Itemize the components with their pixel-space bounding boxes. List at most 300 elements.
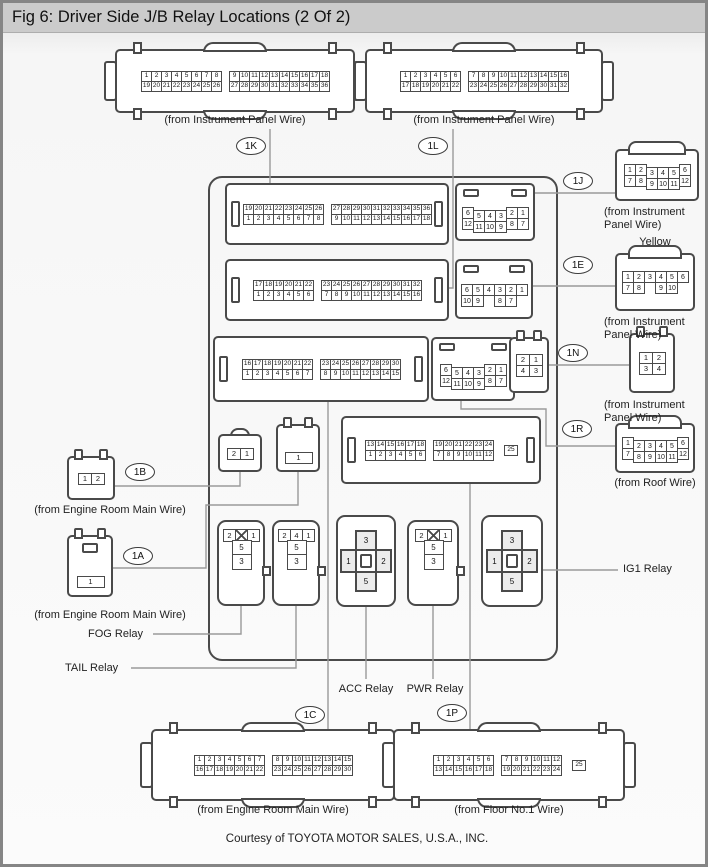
pin-cell: 9 bbox=[488, 71, 499, 82]
connector-detail bbox=[433, 755, 493, 765]
connector-detail bbox=[462, 207, 528, 229]
connector-detail bbox=[243, 204, 323, 224]
connector-detail bbox=[526, 437, 535, 463]
connector-1j-external bbox=[615, 149, 699, 201]
connector-detail bbox=[229, 81, 329, 91]
connector-detail bbox=[133, 42, 142, 54]
pin-cell: 12 bbox=[360, 369, 371, 380]
pin-cell: 1 bbox=[486, 549, 503, 573]
pin-cell: 1 bbox=[194, 755, 205, 766]
connector-detail bbox=[78, 473, 104, 484]
figure-title-bar bbox=[3, 3, 705, 33]
connector-detail bbox=[285, 452, 312, 463]
tail-relay-label: TAIL Relay bbox=[65, 662, 119, 674]
pin-cell: 5 bbox=[282, 369, 293, 380]
pin-cell: 7 bbox=[622, 448, 634, 460]
connector-detail bbox=[219, 356, 228, 382]
pin-cell: 25 bbox=[488, 81, 499, 92]
pin-cell: 10 bbox=[498, 71, 509, 82]
connector-1l-external bbox=[365, 49, 603, 113]
pin-cell: 21 bbox=[244, 765, 255, 776]
pin-cell: 2 bbox=[516, 354, 530, 366]
pin-cell: 4 bbox=[484, 210, 496, 222]
pin-cell: 31 bbox=[371, 204, 382, 215]
connector-detail bbox=[516, 365, 542, 376]
pin-cell: 21 bbox=[263, 204, 274, 215]
pin-cell: 3 bbox=[424, 554, 444, 570]
pin-cell: 11 bbox=[508, 71, 519, 82]
pin-cell: 16 bbox=[395, 440, 406, 451]
connector-detail bbox=[433, 755, 585, 775]
pin-cell: 4 bbox=[395, 450, 406, 461]
pin-cell: 5 bbox=[666, 440, 678, 452]
pin-cell: 18 bbox=[319, 71, 330, 82]
pin-cell: 12 bbox=[677, 448, 689, 460]
pin-cell: 5 bbox=[666, 271, 678, 283]
connector-detail bbox=[340, 530, 392, 592]
pin-cell: 3 bbox=[644, 440, 656, 452]
connector-detail bbox=[400, 71, 568, 91]
connector-detail bbox=[511, 189, 527, 197]
pin-cell: 24 bbox=[483, 440, 494, 451]
pin-cell: 3 bbox=[161, 71, 172, 82]
pin-cell: 10 bbox=[531, 755, 542, 766]
connector-detail bbox=[82, 543, 98, 553]
connector-detail bbox=[433, 440, 493, 460]
pin-cell: 12 bbox=[518, 71, 529, 82]
pin-cell: 6 bbox=[677, 271, 689, 283]
pin-cell: 32 bbox=[411, 280, 422, 291]
pin-cell: 14 bbox=[381, 214, 392, 225]
pin-cell: 3 bbox=[232, 554, 252, 570]
pin-cell: 27 bbox=[229, 81, 240, 92]
pin-cell: 2 bbox=[375, 549, 392, 573]
connector-1n-internal bbox=[509, 337, 549, 393]
connector-detail bbox=[516, 354, 542, 365]
pin-cell: 5 bbox=[283, 214, 294, 225]
pin-cell: 2 bbox=[223, 529, 236, 542]
connector-detail bbox=[414, 356, 423, 382]
pin-cell: 2 bbox=[635, 164, 647, 176]
pin-cell: 32 bbox=[279, 81, 290, 92]
connector-detail bbox=[533, 330, 542, 341]
connector-1p-external bbox=[393, 729, 625, 801]
pin-cell: 10 bbox=[463, 450, 474, 461]
connector-detail bbox=[253, 280, 421, 300]
pin-cell: 10 bbox=[657, 178, 669, 190]
pin-cell: 4 bbox=[516, 365, 530, 377]
connector-detail bbox=[509, 265, 525, 273]
pin-cell: 17 bbox=[309, 71, 320, 82]
pin-cell: 4 bbox=[290, 529, 303, 542]
figure-title: Fig 6: Driver Side J/B Relay Locations (2 Of 2) bbox=[12, 8, 351, 26]
pin-cell: 10 bbox=[484, 221, 496, 233]
pin-cell: 2 bbox=[633, 440, 645, 452]
pin-cell: 15 bbox=[548, 71, 559, 82]
pin-cell: 24 bbox=[330, 359, 341, 370]
connector-detail bbox=[365, 440, 517, 460]
pin-cell: 16 bbox=[299, 71, 310, 82]
pin-cell: 27 bbox=[312, 765, 323, 776]
pin-cell: 7 bbox=[303, 214, 314, 225]
pin-cell: 19 bbox=[501, 765, 512, 776]
connector-detail bbox=[365, 440, 425, 460]
callout-1b: 1B bbox=[125, 463, 155, 481]
pin-cell: 5 bbox=[472, 284, 484, 296]
pin-cell: 13 bbox=[322, 755, 333, 766]
pin-cell: 10 bbox=[341, 214, 352, 225]
connector-detail bbox=[283, 417, 292, 428]
connector-detail bbox=[576, 42, 585, 54]
caption-1a-external: (from Engine Room Main Wire) bbox=[34, 609, 186, 621]
connector-detail bbox=[229, 71, 329, 91]
connector-detail bbox=[242, 359, 312, 369]
connector-1e-external bbox=[615, 253, 695, 311]
pin-cell: 20 bbox=[151, 81, 162, 92]
pin-cell: 12 bbox=[679, 175, 691, 187]
connector-1l-internal bbox=[225, 259, 449, 321]
pin-cell: 2 bbox=[521, 549, 538, 573]
pin-cell: 6 bbox=[292, 369, 303, 380]
pin-cell: 1 bbox=[240, 448, 254, 460]
connector-1e-internal bbox=[455, 259, 533, 319]
pin-cell: 8 bbox=[211, 71, 222, 82]
pin-cell: 7 bbox=[302, 369, 313, 380]
pin-cell: 25 bbox=[201, 81, 212, 92]
pin-cell: 4 bbox=[655, 440, 667, 452]
pin-cell: 3 bbox=[644, 271, 656, 283]
connector-detail bbox=[194, 755, 264, 765]
connector-detail bbox=[78, 473, 104, 484]
pin-cell: 12 bbox=[259, 71, 270, 82]
connector-detail bbox=[433, 450, 493, 460]
pin-cell: 1 bbox=[242, 369, 253, 380]
pin-cell: 8 bbox=[506, 218, 518, 230]
pin-cell: 6 bbox=[461, 284, 473, 296]
connector-detail bbox=[227, 448, 253, 459]
pin-cell: 20 bbox=[430, 81, 441, 92]
pin-cell: 26 bbox=[351, 280, 362, 291]
pin-cell: 4 bbox=[652, 363, 666, 375]
connector-detail bbox=[598, 722, 607, 734]
pin-cell: 2 bbox=[375, 450, 386, 461]
connector-detail bbox=[243, 214, 323, 224]
pin-cell: 9 bbox=[655, 282, 667, 294]
connector-detail bbox=[516, 354, 542, 376]
pin-cell: 28 bbox=[239, 81, 250, 92]
pin-cell: 4 bbox=[224, 755, 235, 766]
connector-1p-internal bbox=[341, 416, 541, 484]
pin-cell: 4 bbox=[430, 71, 441, 82]
connector-detail bbox=[230, 428, 250, 436]
pin-cell: 21 bbox=[293, 280, 304, 291]
connector-detail bbox=[486, 530, 538, 592]
connector-detail bbox=[77, 576, 104, 587]
connector-detail bbox=[328, 42, 337, 54]
pin-cell: 33 bbox=[391, 204, 402, 215]
pin-cell: 29 bbox=[528, 81, 539, 92]
pin-cell: 10 bbox=[462, 378, 474, 390]
pin-cell: 13 bbox=[433, 765, 444, 776]
connector-detail bbox=[434, 277, 443, 303]
pin-cell: 8 bbox=[511, 755, 522, 766]
connector-detail bbox=[194, 755, 352, 775]
pin-cell: 8 bbox=[633, 282, 645, 294]
pin-cell: 2 bbox=[91, 473, 105, 485]
connector-detail bbox=[622, 282, 688, 293]
connector-1r-external bbox=[615, 423, 695, 473]
connector-detail bbox=[501, 765, 561, 775]
pin-cell: 15 bbox=[401, 290, 412, 301]
pin-cell: 20 bbox=[253, 204, 264, 215]
pin-cell: 34 bbox=[299, 81, 310, 92]
connector-detail bbox=[272, 765, 352, 775]
connector-detail bbox=[440, 364, 506, 375]
connector-detail bbox=[321, 280, 421, 290]
pin-cell: 2 bbox=[278, 529, 291, 542]
pin-cell: 6 bbox=[191, 71, 202, 82]
pin-cell: 16 bbox=[401, 214, 412, 225]
connector-detail bbox=[74, 528, 83, 539]
pin-cell: 17 bbox=[411, 214, 422, 225]
connector-detail bbox=[601, 61, 614, 102]
pin-cell: 1 bbox=[433, 755, 444, 766]
pin-cell: 16 bbox=[242, 359, 253, 370]
pin-cell: 16 bbox=[463, 765, 474, 776]
caption-1j-external: (from Instrument Panel Wire) bbox=[604, 206, 685, 231]
pin-cell: 25 bbox=[303, 204, 314, 215]
pin-cell: 12 bbox=[312, 755, 323, 766]
pin-cell: 22 bbox=[302, 359, 313, 370]
pin-cell: 20 bbox=[283, 280, 294, 291]
tail-relay bbox=[272, 520, 320, 606]
pin-cell: 11 bbox=[473, 450, 484, 461]
connector-detail bbox=[462, 207, 528, 229]
connector-detail bbox=[439, 343, 455, 351]
connector-detail bbox=[227, 448, 253, 459]
connector-detail bbox=[320, 369, 400, 379]
caption-1e-external: (from Instrument Panel Wire) bbox=[604, 316, 685, 341]
pin-cell: 10 bbox=[351, 290, 362, 301]
connector-detail bbox=[501, 755, 561, 775]
caption-1c-external: (from Engine Room Main Wire) bbox=[197, 804, 349, 816]
pin-cell: 29 bbox=[249, 81, 260, 92]
connector-detail bbox=[99, 449, 108, 460]
pin-cell: 9 bbox=[453, 450, 464, 461]
connector-detail bbox=[365, 440, 425, 450]
pin-cell: 22 bbox=[463, 440, 474, 451]
connector-detail bbox=[639, 352, 665, 374]
pwr-relay-label: PWR Relay bbox=[406, 683, 464, 695]
pin-cell: 1 bbox=[285, 452, 313, 464]
pin-cell: 1 bbox=[340, 549, 357, 573]
pin-cell: 29 bbox=[332, 765, 343, 776]
pin-cell: 24 bbox=[331, 280, 342, 291]
pin-cell: 11 bbox=[302, 755, 313, 766]
pin-cell: 25 bbox=[341, 280, 352, 291]
connector-detail bbox=[304, 417, 313, 428]
pin-cell: 17 bbox=[252, 359, 263, 370]
connector-detail bbox=[461, 284, 527, 295]
pin-cell: 9 bbox=[331, 214, 342, 225]
connector-detail bbox=[628, 141, 686, 155]
connector-detail bbox=[242, 359, 312, 379]
connector-detail bbox=[623, 742, 636, 788]
pin-cell: 25 bbox=[340, 359, 351, 370]
pin-cell: 1 bbox=[365, 450, 376, 461]
connector-detail bbox=[321, 290, 421, 300]
connector-detail bbox=[411, 722, 420, 734]
connector-detail bbox=[285, 452, 312, 463]
pin-cell: 30 bbox=[538, 81, 549, 92]
pin-cell: 28 bbox=[322, 765, 333, 776]
pin-cell: 8 bbox=[635, 175, 647, 187]
connector-detail bbox=[400, 81, 460, 91]
connector-detail bbox=[624, 164, 690, 175]
pin-cell: 6 bbox=[303, 290, 314, 301]
relay-center-key bbox=[506, 554, 518, 568]
pin-cell: 1 bbox=[517, 207, 529, 219]
pin-cell: 8 bbox=[313, 214, 324, 225]
pin-cell: 12 bbox=[371, 290, 382, 301]
pin-cell: 2 bbox=[253, 214, 264, 225]
pin-cell: 27 bbox=[360, 359, 371, 370]
pin-cell: 9 bbox=[472, 295, 484, 307]
pin-cell: 30 bbox=[259, 81, 270, 92]
pin-cell: 31 bbox=[269, 81, 280, 92]
connector-1a-internal bbox=[276, 424, 320, 472]
pin-cell: 24 bbox=[282, 765, 293, 776]
connector-detail bbox=[400, 71, 460, 91]
pin-cell: 17 bbox=[405, 440, 416, 451]
pin-cell: 1 bbox=[78, 473, 92, 485]
pin-cell: 9 bbox=[473, 378, 485, 390]
connector-detail bbox=[477, 722, 541, 732]
relay-side-tab bbox=[456, 566, 465, 576]
pin-cell: 4 bbox=[655, 271, 667, 283]
pin-cell: 5 bbox=[451, 367, 463, 379]
pin-cell: 1 bbox=[141, 71, 152, 82]
connector-detail bbox=[622, 271, 688, 293]
pin-cell: 18 bbox=[483, 765, 494, 776]
pin-cell: 18 bbox=[410, 81, 421, 92]
pin-cell: 7 bbox=[517, 218, 529, 230]
pin-cell: 27 bbox=[361, 280, 372, 291]
pin-cell: 25 bbox=[504, 445, 518, 456]
pin-cell: 9 bbox=[282, 755, 293, 766]
pin-cell: 11 bbox=[350, 369, 361, 380]
connector-detail bbox=[501, 755, 561, 765]
pin-cell: 7 bbox=[624, 175, 636, 187]
connector-detail bbox=[354, 61, 367, 102]
pin-cell: 1 bbox=[529, 354, 543, 366]
pin-cell: 5 bbox=[424, 540, 444, 556]
pin-cell: 23 bbox=[320, 359, 331, 370]
pin-cell: 34 bbox=[401, 204, 412, 215]
connector-detail bbox=[231, 201, 240, 227]
ig1-relay-label: IG1 Relay bbox=[623, 563, 672, 575]
connector-detail bbox=[639, 352, 665, 374]
connector-detail bbox=[462, 207, 528, 218]
pin-cell: 5 bbox=[473, 755, 484, 766]
connector-detail bbox=[463, 265, 479, 273]
pin-cell: 1 bbox=[253, 290, 264, 301]
pin-cell: 5 bbox=[440, 71, 451, 82]
relay-side-tab bbox=[317, 566, 326, 576]
pin-cell: 1 bbox=[622, 271, 634, 283]
connector-detail bbox=[622, 437, 688, 448]
caption-1l-external: (from Instrument Panel Wire) bbox=[413, 114, 555, 126]
pin-cell: 1 bbox=[639, 352, 653, 364]
pin-cell: 7 bbox=[254, 755, 265, 766]
pin-cell: 9 bbox=[495, 221, 507, 233]
pin-cell: 8 bbox=[633, 451, 645, 463]
pin-cell: 23 bbox=[473, 440, 484, 451]
pin-cell: 30 bbox=[390, 359, 401, 370]
pin-cell: 3 bbox=[214, 755, 225, 766]
pin-cell: 28 bbox=[370, 359, 381, 370]
connector-detail bbox=[321, 280, 421, 300]
connector-detail bbox=[434, 201, 443, 227]
pin-cell: 4 bbox=[657, 167, 669, 179]
connector-color-label: Yellow bbox=[639, 236, 671, 248]
callout-1l: 1L bbox=[418, 137, 448, 155]
pin-cell: 11 bbox=[451, 378, 463, 390]
pin-cell: 22 bbox=[303, 280, 314, 291]
pin-cell: 6 bbox=[450, 71, 461, 82]
connector-detail bbox=[491, 343, 507, 351]
pin-cell: 1 bbox=[77, 576, 105, 588]
connector-detail bbox=[461, 284, 527, 306]
pin-cell: 15 bbox=[390, 369, 401, 380]
pin-cell: 11 bbox=[361, 290, 372, 301]
pin-cell: 3 bbox=[262, 369, 273, 380]
pin-cell: 3 bbox=[385, 450, 396, 461]
pin-cell: 14 bbox=[279, 71, 290, 82]
pin-cell: 5 bbox=[668, 167, 680, 179]
pin-cell: 14 bbox=[332, 755, 343, 766]
pin-cell: 30 bbox=[391, 280, 402, 291]
pin-cell: 4 bbox=[283, 290, 294, 301]
pin-cell: 2 bbox=[415, 529, 428, 542]
connector-detail bbox=[227, 448, 253, 459]
pin-cell: 19 bbox=[273, 280, 284, 291]
callout-1j: 1J bbox=[563, 172, 593, 190]
pin-cell: 13 bbox=[528, 71, 539, 82]
pin-cell: 26 bbox=[498, 81, 509, 92]
pin-cell: 3 bbox=[355, 530, 377, 551]
connector-detail bbox=[622, 437, 688, 459]
relay-side-tab bbox=[262, 566, 271, 576]
pin-cell: 4 bbox=[462, 367, 474, 379]
fog-relay-label: FOG Relay bbox=[88, 628, 144, 640]
connector-detail bbox=[624, 164, 690, 186]
pin-cell: 3 bbox=[529, 365, 543, 377]
pin-cell: 7 bbox=[501, 755, 512, 766]
pwr-relay bbox=[407, 520, 459, 606]
pin-cell: 2 bbox=[227, 448, 241, 460]
pin-cell: 8 bbox=[320, 369, 331, 380]
pin-cell: 31 bbox=[548, 81, 559, 92]
relay-center-cell bbox=[501, 549, 523, 573]
connector-detail bbox=[639, 363, 665, 374]
pin-cell: 6 bbox=[244, 755, 255, 766]
connector-detail bbox=[516, 354, 542, 376]
connector-detail bbox=[203, 42, 267, 52]
connector-detail bbox=[104, 61, 117, 102]
caption-1n-external: (from Instrument Panel Wire) bbox=[604, 399, 685, 424]
pin-cell: 7 bbox=[321, 290, 332, 301]
